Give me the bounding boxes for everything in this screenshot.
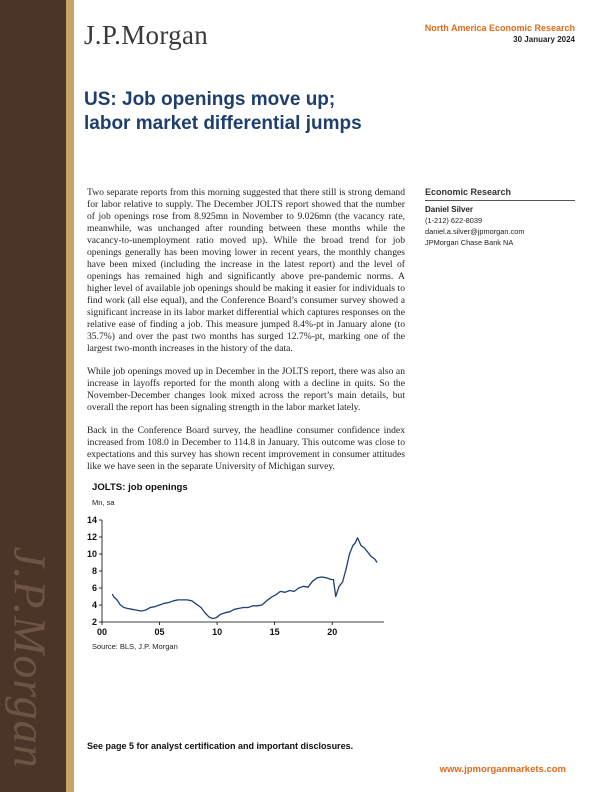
- y-tick-label: 4: [91, 600, 97, 610]
- page-title: US: Job openings move up; labor market differential jumps: [84, 89, 362, 134]
- analyst-email[interactable]: daniel.a.silver@jpmorgan.com: [425, 227, 525, 236]
- paragraph: Back in the Conference Board survey, the headline consumer confidence index increased from 108.0 in December to 114.8 in January. This outcome was close to expectations and this survey has shown recent improvement in consumer attitudes like we have seen in the separate University of Michigan survey.: [87, 425, 405, 472]
- disclosure-note: See page 5 for analyst certification and important disclosures.: [87, 741, 354, 751]
- sidebar-stripe: [66, 0, 74, 792]
- sidebar-band: [0, 0, 66, 792]
- jpmorgan-logo: J.P.Morgan: [84, 20, 209, 50]
- sidebar-watermark: J.P.Morgan: [4, 546, 56, 769]
- x-tick-label: 15: [269, 627, 280, 637]
- analyst-phone: (1-212) 622-8039: [425, 216, 483, 225]
- chart-title: JOLTS: job openings: [92, 482, 188, 493]
- paragraph: Two separate reports from this morning suggested that there still is strong demand for labor relative to supply. The December JOLTS report showed that the number of job openings rose from 8.925mn in November to 9.026mn (the vacancy rate, meanwhile, was unchanged after rounding between these months while the vacancy-to-unemployment ratio moved up). While the broad trend for job openings generally has been moving lower in recent years, the monthly changes have been mixed (including the increase in the latest report) and the level of openings has remained high and significantly above pre-pandemic norms. A higher level of available job openings should be making it easier for individuals to find work (all else equal), and the Conference Board’s consumer survey showed a significant increase in its labor market differential which captures responses on the relative ease of finding a job. This measure jumped 8.4%-pt in January alone (to 35.7%) and over the past two months has surged 12.7%-pt, marking one of the largest two-month increases in the history of the data.: [87, 187, 405, 354]
- paragraph: While job openings moved up in December in the JOLTS report, there was also an increase in layoffs reported for the month along with a decline in quits. So the November-December changes look mixed across the report’s main details, but overall the report has been signaling strength in the labor market lately.: [87, 366, 405, 413]
- series-line-job-openings: [112, 538, 377, 619]
- analyst-department: Economic Research: [425, 187, 575, 201]
- x-tick-label: 10: [212, 627, 223, 637]
- chart-source: Source: BLS, J.P. Morgan: [92, 642, 178, 651]
- chart-y-unit: Mn, sa: [92, 498, 115, 507]
- analyst-entity: JPMorgan Chase Bank NA: [425, 238, 514, 247]
- y-tick-label: 2: [91, 617, 97, 627]
- y-tick-label: 14: [86, 515, 97, 525]
- body-text: [87, 187, 405, 484]
- x-tick-label: 00: [96, 627, 108, 637]
- report-date: 30 January 2024: [513, 35, 575, 44]
- report-series: North America Economic Research: [424, 23, 575, 33]
- footer-link[interactable]: www.jpmorganmarkets.com: [439, 764, 566, 775]
- y-tick-label: 12: [86, 532, 97, 542]
- y-tick-label: 6: [91, 583, 97, 593]
- analyst-box: [425, 187, 575, 248]
- analyst-name: Daniel Silver: [425, 205, 474, 214]
- y-tick-label: 8: [91, 566, 97, 576]
- job-openings-chart: [84, 510, 384, 645]
- y-tick-label: 10: [86, 549, 97, 559]
- x-tick-label: 05: [154, 627, 165, 637]
- x-tick-label: 20: [327, 627, 338, 637]
